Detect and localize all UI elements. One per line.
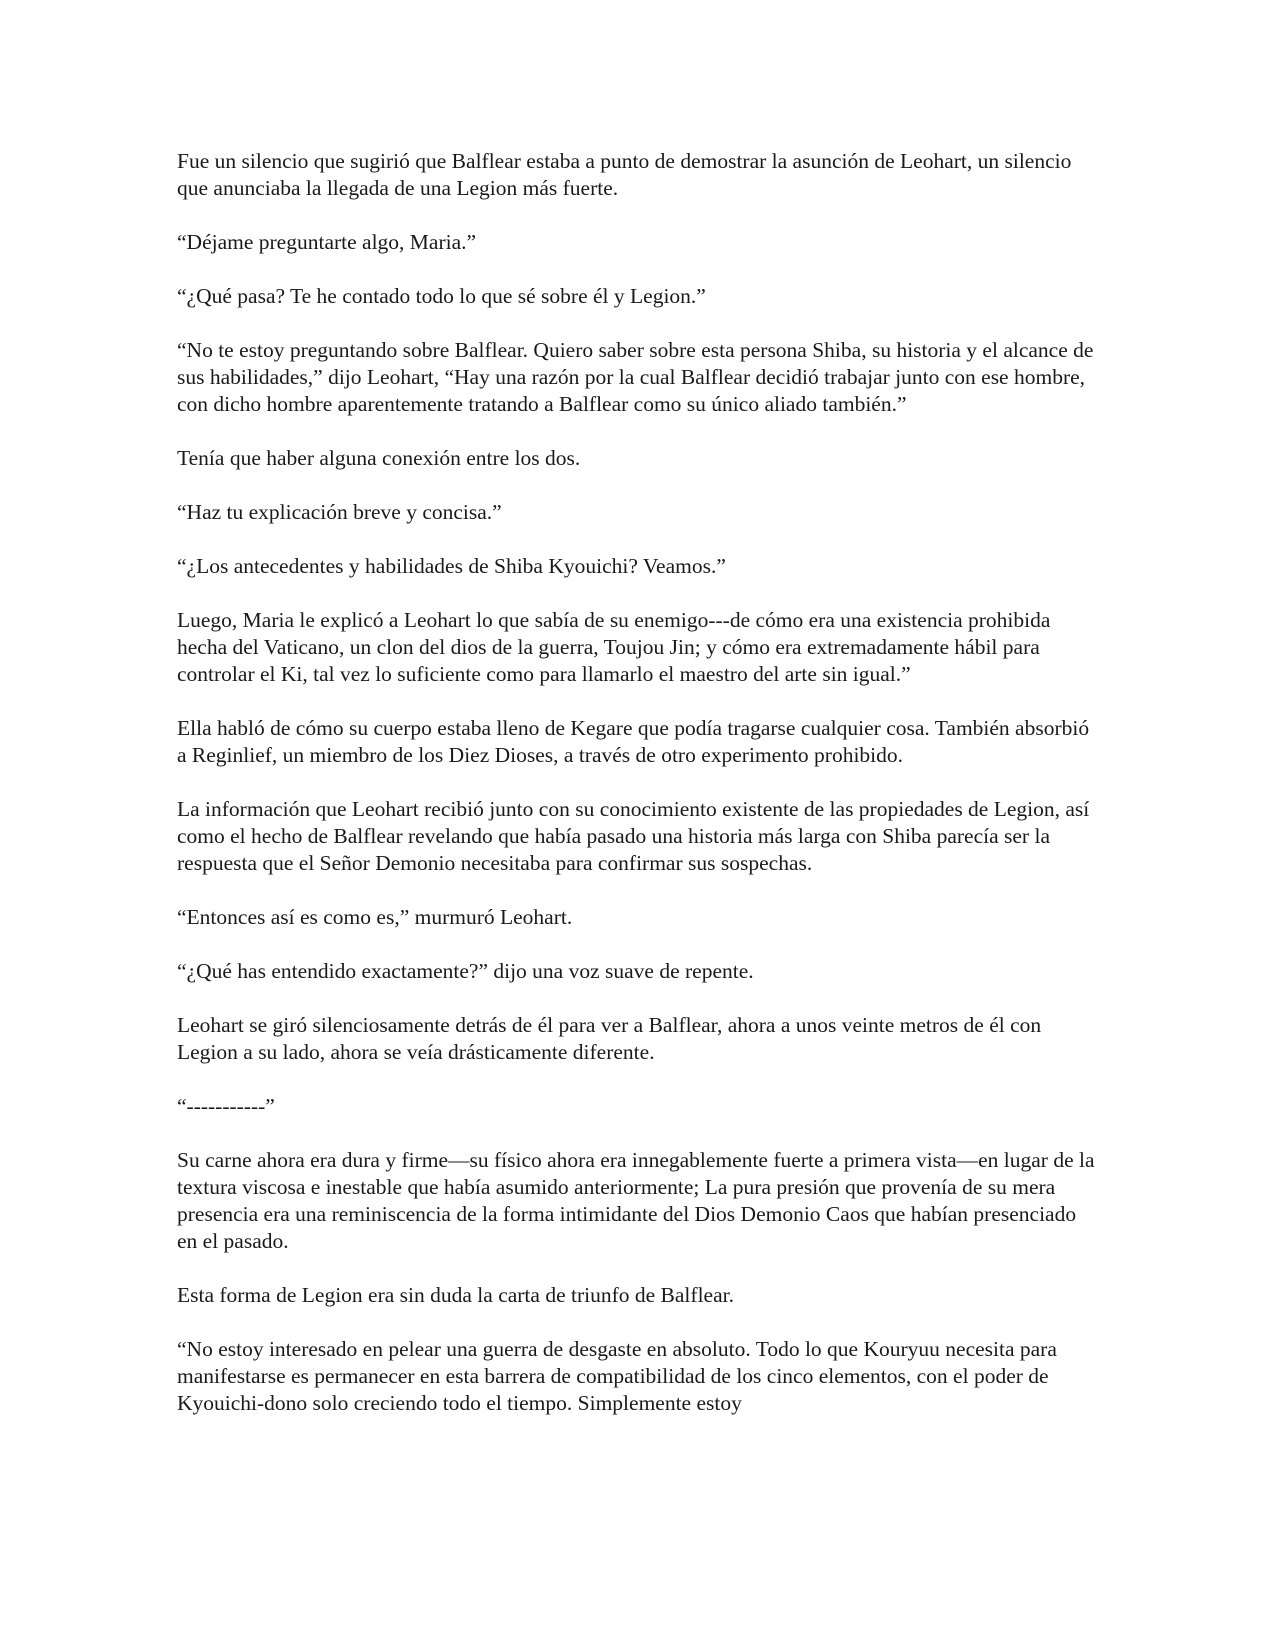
paragraph-9: Ella habló de cómo su cuerpo estaba lleno de Kegare que podía tragarse cualquier cosa. También absorbió a Reginlief, un miembro de los Diez Dioses, a través de otro experimento prohibido. xyxy=(177,716,1090,767)
paragraph-11: “Entonces así es como es,” murmuró Leohart. xyxy=(177,905,573,929)
paragraph-3: “¿Qué pasa? Te he contado todo lo que sé sobre él y Legion.” xyxy=(177,284,706,308)
paragraph-5: Tenía que haber alguna conexión entre los dos. xyxy=(177,446,581,470)
paragraph-2: “Déjame preguntarte algo, Maria.” xyxy=(177,230,477,254)
paragraph-8: Luego, Maria le explicó a Leohart lo que sabía de su enemigo---de cómo era una existencia prohibida hecha del Vaticano, un clon del dios de la guerra, Toujou Jin; y cómo era extremadamente hábil para controlar el Ki, tal vez lo suficiente como para llamarlo el maestro del arte sin igual.” xyxy=(177,608,1051,686)
paragraph-15: Su carne ahora era dura y firme—su físico ahora era innegablemente fuerte a primera vista—en lugar de la textura viscosa e inestable que había asumido anteriormente; La pura presión que provenía de su mera presencia era una reminiscencia de la forma intimidante del Dios Demonio Caos que habían presenciado en el pasado. xyxy=(177,1148,1095,1253)
body-text xyxy=(177,148,1097,1444)
paragraph-16: Esta forma de Legion era sin duda la carta de triunfo de Balflear. xyxy=(177,1283,734,1307)
paragraph-4: “No te estoy preguntando sobre Balflear. Quiero saber sobre esta persona Shiba, su historia y el alcance de sus habilidades,” dijo Leohart, “Hay una razón por la cual Balflear decidió trabajar junto con ese hombre, con dicho hombre aparentemente tratando a Balflear como su único aliado también.” xyxy=(177,338,1094,416)
paragraph-6: “Haz tu explicación breve y concisa.” xyxy=(177,500,502,524)
paragraph-13: Leohart se giró silenciosamente detrás de él para ver a Balflear, ahora a unos veinte metros de él con Legion a su lado, ahora se veía drásticamente diferente. xyxy=(177,1013,1042,1064)
paragraph-7: “¿Los antecedentes y habilidades de Shiba Kyouichi? Veamos.” xyxy=(177,554,726,578)
paragraph-12: “¿Qué has entendido exactamente?” dijo una voz suave de repente. xyxy=(177,959,754,983)
paragraph-14: “-----------” xyxy=(177,1094,275,1118)
paragraph-1: Fue un silencio que sugirió que Balflear estaba a punto de demostrar la asunción de Leohart, un silencio que anunciaba la llegada de una Legion más fuerte. xyxy=(177,149,1072,200)
paragraph-17: “No estoy interesado en pelear una guerra de desgaste en absoluto. Todo lo que Kouryuu necesita para manifestarse es permanecer en esta barrera de compatibilidad de los cinco elementos, con el poder de Kyouichi-dono solo creciendo todo el tiempo. Simplemente estoy xyxy=(177,1337,1057,1415)
paragraph-10: La información que Leohart recibió junto con su conocimiento existente de las propiedades de Legion, así como el hecho de Balflear revelando que había pasado una historia más larga con Shiba parecía ser la respuesta que el Señor Demonio necesitaba para confirmar sus sospechas. xyxy=(177,797,1090,875)
